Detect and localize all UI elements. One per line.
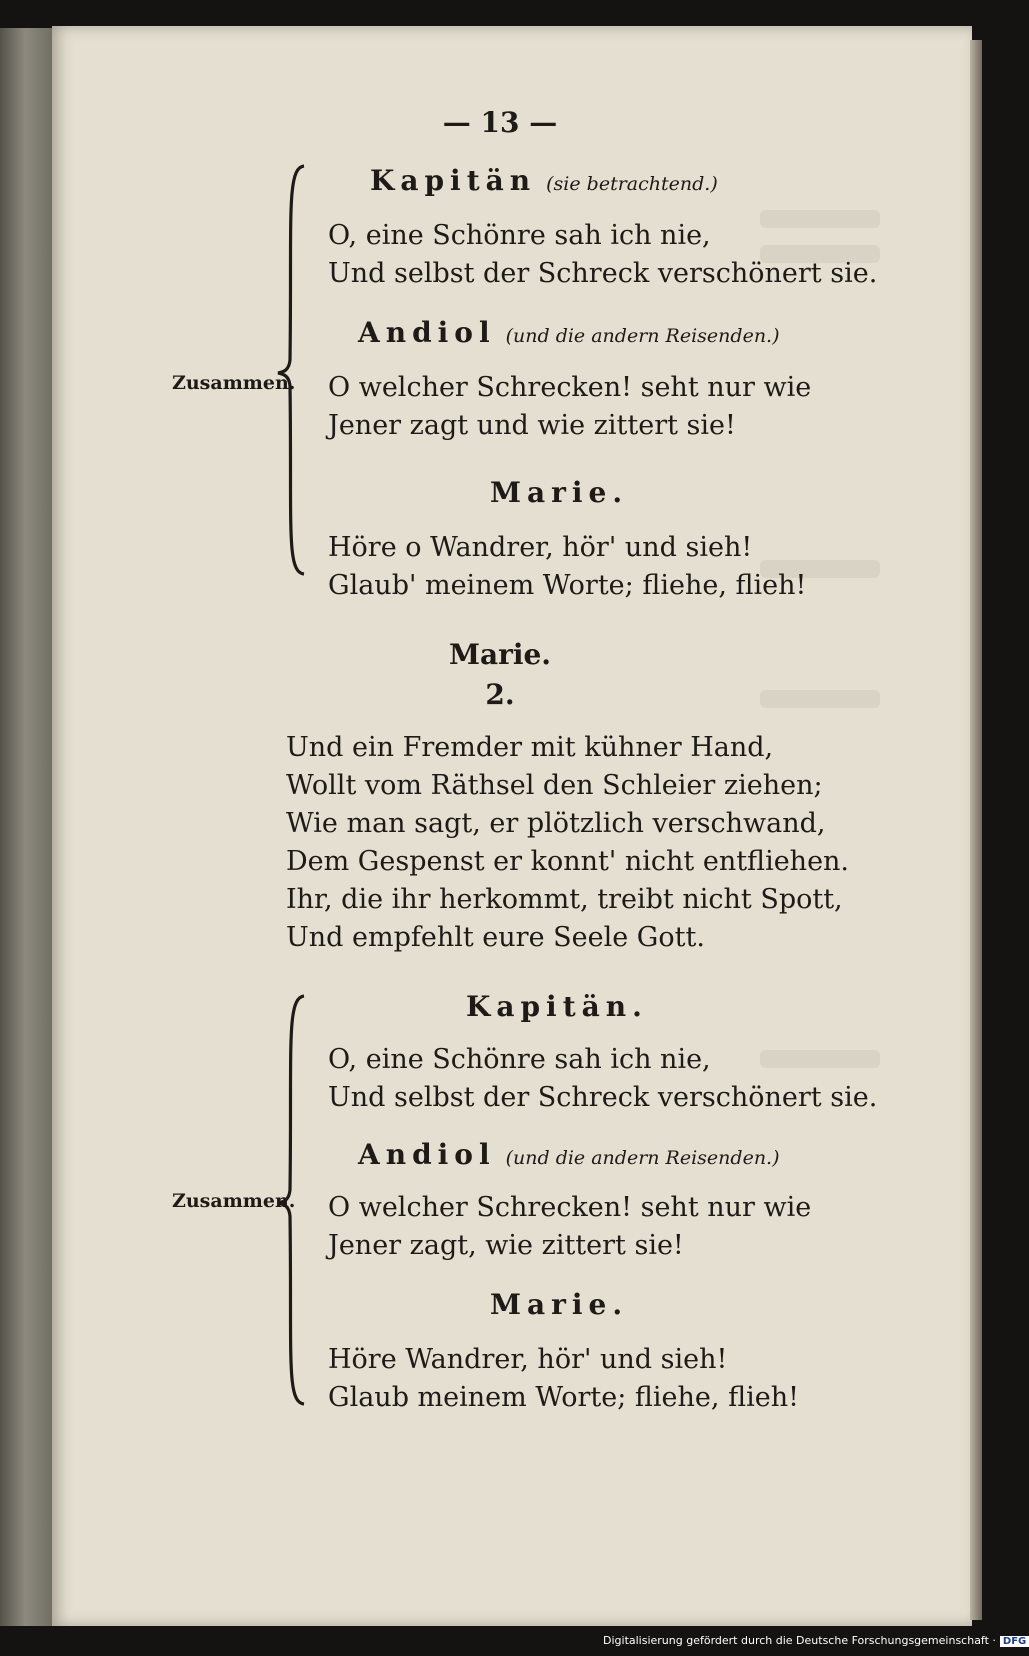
verse-line: Ihr, die ihr herkommt, treibt nicht Spott, — [286, 884, 843, 915]
speaker-marie-solo: Marie. — [448, 638, 552, 671]
verse-line: Wie man sagt, er plötzlich verschwand, — [286, 808, 826, 839]
dfg-logo: DFG — [1000, 1636, 1029, 1647]
verse-line: Jener zagt, wie zittert sie! — [328, 1230, 684, 1261]
footer-text: Digitalisierung gefördert durch die Deutsche Forschungsgemeinschaft · — [603, 1634, 996, 1647]
stage-direction: (und die andern Reisenden.) — [505, 1147, 780, 1169]
stage-direction: (sie betrachtend.) — [546, 173, 718, 195]
stanza-number: 2. — [485, 678, 515, 711]
verse-line: Und empfehlt eure Seele Gott. — [286, 922, 705, 953]
verse-line: Wollt vom Räthsel den Schleier ziehen; — [286, 770, 823, 801]
speaker-marie: Marie. — [490, 476, 629, 509]
verse-line: Und selbst der Schreck verschönert sie. — [328, 258, 878, 289]
verse-line: Dem Gespenst er konnt' nicht entfliehen. — [286, 846, 850, 877]
bleed-through — [760, 210, 880, 228]
stage-direction: (und die andern Reisenden.) — [505, 325, 780, 347]
verse-line: O welcher Schrecken! seht nur wie — [328, 372, 812, 403]
speaker-kapitan — [370, 164, 718, 197]
curly-brace-1 — [276, 160, 310, 580]
verse-line: Glaub meinem Worte; fliehe, flieh! — [328, 1382, 799, 1413]
speaker-andiol — [358, 1138, 780, 1171]
verse-line: O welcher Schrecken! seht nur wie — [328, 1192, 812, 1223]
verse-line: O, eine Schönre sah ich nie, — [328, 1044, 711, 1075]
verse-line: Und ein Fremder mit kühner Hand, — [286, 732, 774, 763]
speaker-kapitan: Kapitän. — [466, 990, 648, 1023]
verse-line: Glaub' meinem Worte; fliehe, flieh! — [328, 570, 807, 601]
verse-line: Höre o Wandrer, hör' und sieh! — [328, 532, 753, 563]
speaker-name: Andiol — [358, 1138, 496, 1171]
zusammen-label: Zusammen. — [172, 372, 296, 394]
speaker-marie: Marie. — [490, 1288, 629, 1321]
speaker-andiol — [358, 316, 780, 349]
speaker-name: Andiol — [358, 316, 496, 349]
zusammen-label: Zusammen. — [172, 1190, 296, 1212]
page-number: — 13 — — [442, 106, 558, 139]
page-edge-shadow — [970, 40, 982, 1620]
digitization-footer — [603, 1634, 1029, 1647]
verse-line: Und selbst der Schreck verschönert sie. — [328, 1082, 878, 1113]
book-gutter — [0, 28, 56, 1626]
verse-line: Höre Wandrer, hör' und sieh! — [328, 1344, 728, 1375]
verse-line: Jener zagt und wie zittert sie! — [328, 410, 736, 441]
bleed-through — [760, 1050, 880, 1068]
speaker-name: Kapitän — [370, 164, 537, 197]
verse-line: O, eine Schönre sah ich nie, — [328, 220, 711, 251]
